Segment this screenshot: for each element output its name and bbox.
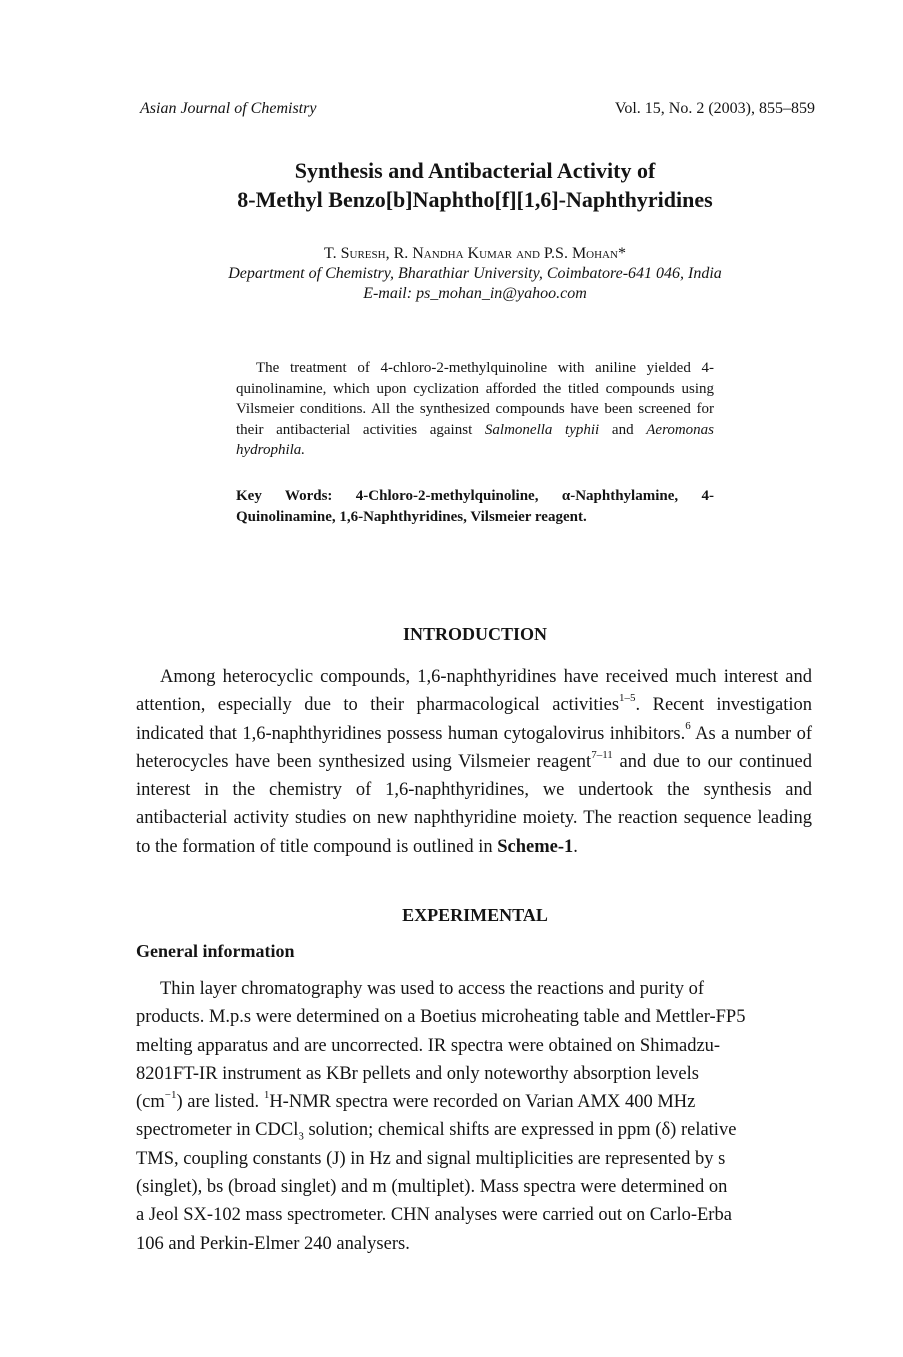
affiliation: Department of Chemistry, Bharathiar University, Coimbatore-641 046, India — [228, 265, 722, 282]
text-line: 106 and Perkin-Elmer 240 analysers. — [136, 1233, 410, 1254]
text-line: products. M.p.s were determined on a Boetius microheating table and Mettler-FP5 — [136, 1007, 746, 1028]
text-line: melting apparatus and are uncorrected. IR spectra were obtained on Shimadzu- — [136, 1035, 721, 1056]
abstract-text: The treatment of 4-chloro-2-methylquinoline with aniline yielded 4-quinolinamine, which upon cyclization afforded the titled compounds using Vilsmeier conditions. All the synthesized compounds have been screened for their antibacterial activities against Salmonella typhii and Aeromonas hydrophila. — [236, 360, 715, 459]
experimental-paragraph — [136, 975, 812, 1258]
experimental-heading: EXPERIMENTAL — [402, 905, 548, 925]
organism-1: Salmonella typhii — [484, 421, 600, 438]
email: E-mail: ps_mohan_in@yahoo.com — [363, 285, 587, 302]
volume-info: Vol. 15, No. 2 (2003), 855–859 — [614, 100, 815, 117]
text-line: Thin layer chromatography was used to access the reactions and purity of — [160, 979, 705, 999]
citation-3: 7–11 — [591, 748, 613, 761]
introduction-paragraph: Among heterocyclic compounds, 1,6-naphthyridines have received much interest and attention, especially due to their pharmacological activities$^{1-5}$. Recent investigation indicated that 1,6-naphthyridines possess human cytogalovirus inhibitors.$^6$ As a number of heterocycles have been synthesized using Vilsmeier reagent$^{7-11}$ and due to our continued interest in the chemistry of 1,6-naphthyridines, we undertook the synthesis and antibacterial activity studies on new naphthyridine moiety. The reaction sequence leading to the formation of title compound is outlined in Scheme-1. — [136, 667, 812, 857]
running-head — [140, 100, 815, 124]
abstract — [236, 358, 714, 461]
text-line: spectrometer in CDCl$_3$ solution; chemical shifts are expressed in ppm (δ) relative — [136, 1120, 737, 1144]
general-info-heading: General information — [136, 941, 295, 961]
citation-2: 6 — [685, 720, 691, 733]
text-line: a Jeol SX-102 mass spectrometer. CHN analyses were carried out on Carlo-Erba — [136, 1205, 732, 1226]
title-line-2: 8-Methyl Benzo[b]Naphtho[f][1,6]-Naphthyridines — [237, 187, 713, 212]
citation-1: 1–5 — [619, 692, 636, 705]
title-line-1: Synthesis and Antibacterial Activity of — [294, 158, 656, 183]
paper-title — [100, 156, 850, 214]
author-block — [100, 244, 850, 304]
text-line: 8201FT-IR instrument as KBr pellets and only noteworthy absorption levels — [136, 1063, 699, 1084]
text-line: $(cm^{-1})$ are listed. $^1$H-NMR spectra were recorded on Varian AMX 400 MHz — [136, 1089, 696, 1113]
journal-name: Asian Journal of Chemistry — [140, 100, 317, 117]
author-names: T. Suresh, R. Nandha Kumar and P.S. Mohan* — [324, 245, 626, 262]
keywords: Key Words: 4-Chloro-2-methylquinoline, α-Naphthylamine, 4-Quinolinamine, 1,6-Naphthyridines, Vilsmeier reagent. — [236, 488, 714, 525]
organism-2: Aeromonas hydrophila. — [236, 421, 715, 459]
text-line: TMS, coupling constants (J) in Hz and signal multiplicities are represented by s — [136, 1148, 726, 1169]
text-line: (singlet), bs (broad singlet) and m (multiplet). Mass spectra were determined on — [136, 1177, 728, 1198]
scheme-ref: Scheme-1 — [497, 836, 574, 857]
introduction-heading: INTRODUCTION — [402, 624, 548, 644]
